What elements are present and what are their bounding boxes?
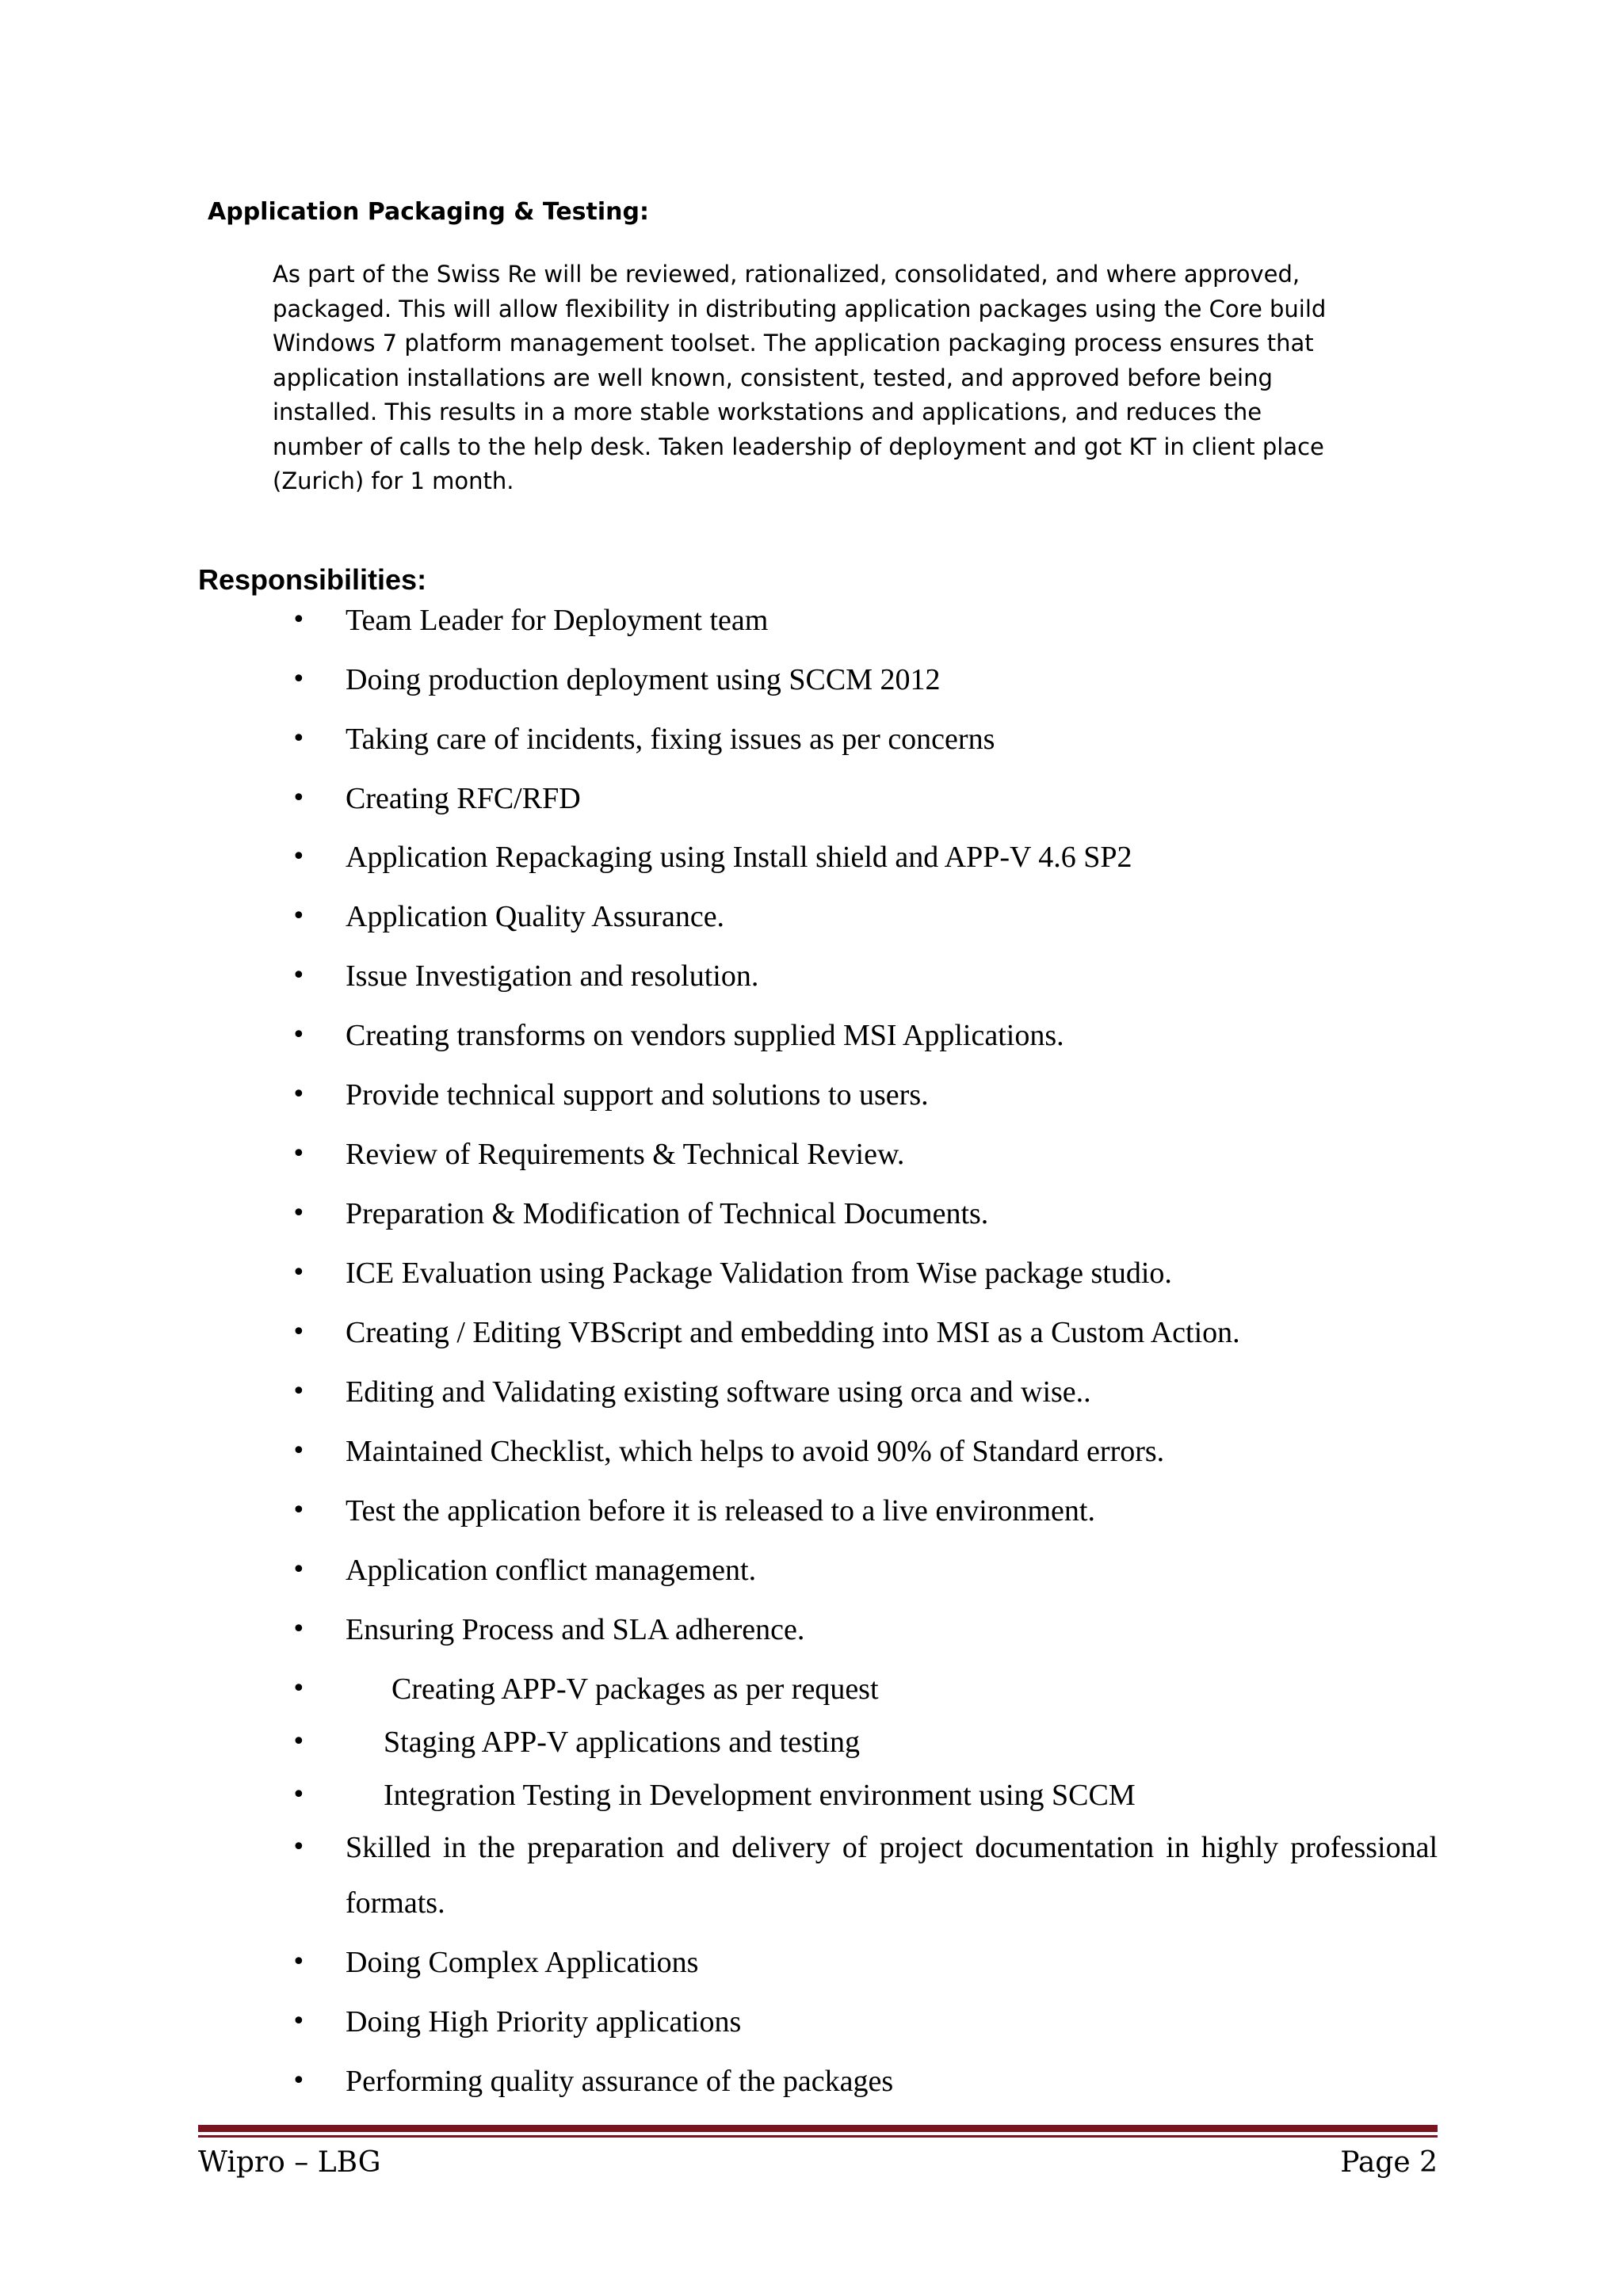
- list-item-text: Doing High Priority applications: [346, 2005, 742, 2039]
- bullet-icon: •: [292, 843, 306, 871]
- list-item-text: Application Repackaging using Install shield and APP-V 4.6 SP2: [346, 841, 1132, 874]
- list-item-text: Performing quality assurance of the packages: [346, 2065, 894, 2098]
- bullet-icon: •: [292, 1833, 306, 1861]
- bullet-icon: •: [292, 1675, 306, 1703]
- bullet-icon: •: [292, 1615, 306, 1643]
- responsibilities-heading: Responsibilities:: [198, 563, 427, 596]
- list-item-text: Team Leader for Deployment team: [346, 604, 769, 637]
- list-item-text: Application Quality Assurance.: [346, 900, 725, 933]
- bullet-icon: •: [292, 1728, 306, 1756]
- list-item-text: ICE Evaluation using Package Validation from Wise package studio.: [346, 1257, 1172, 1290]
- list-item-text: Provide technical support and solutions to users.: [346, 1078, 929, 1112]
- bullet-icon: •: [292, 1948, 306, 1976]
- bullet-icon: •: [292, 902, 306, 930]
- footer-company: Wipro – LBG: [198, 2146, 381, 2179]
- bullet-icon: •: [292, 1140, 306, 1168]
- list-item-text: Staging APP-V applications and testing: [384, 1726, 860, 1759]
- list-item-text: Creating RFC/RFD: [346, 782, 581, 815]
- bullet-icon: •: [292, 1199, 306, 1227]
- list-item-text: Doing production deployment using SCCM 2012: [346, 663, 941, 696]
- intro-paragraph: As part of the Swiss Re will be reviewed, rationalized, consolidated, and where approved, packaged. This will allow flexibility in distributing application packages using the Core build Windows 7 platform management toolset. The application packaging process ensures that application installations are well known, consistent, tested, and approved before being installed. This results in a more stable workstations and applications, and reduces the number of calls to the help desk. Taken leadership of deployment and got KT in client place (Zurich) for 1 month.: [273, 261, 1327, 494]
- list-item-text: Creating APP-V packages as per request: [391, 1672, 879, 1706]
- list-item-text: Doing Complex Applications: [346, 1946, 699, 1979]
- bullet-icon: •: [292, 1497, 306, 1524]
- bullet-icon: •: [292, 1259, 306, 1287]
- list-item-text: Editing and Validating existing software using orca and wise..: [346, 1375, 1091, 1409]
- bullet-icon: •: [292, 1318, 306, 1346]
- list-item-text: Application conflict management.: [346, 1554, 757, 1587]
- footer-page-number: Page 2: [1340, 2146, 1438, 2179]
- bullet-icon: •: [292, 606, 306, 634]
- bullet-icon: •: [292, 1437, 306, 1465]
- bullet-icon: •: [292, 962, 306, 990]
- list-item-text: Review of Requirements & Technical Review.: [346, 1138, 905, 1171]
- list-item-text: Skilled in the preparation and delivery of project documentation in highly professional formats.: [346, 1831, 1438, 1920]
- list-item-text: Taking care of incidents, fixing issues as per concerns: [346, 723, 995, 756]
- bullet-icon: •: [292, 2008, 306, 2035]
- section-heading: Application Packaging & Testing:: [208, 198, 649, 226]
- list-item-text: Creating / Editing VBScript and embedding into MSI as a Custom Action.: [346, 1316, 1240, 1349]
- bullet-icon: •: [292, 1021, 306, 1049]
- list-item-text: Issue Investigation and resolution.: [346, 959, 759, 993]
- list-item-text: Ensuring Process and SLA adherence.: [346, 1613, 805, 1646]
- footer-rule-thin: [198, 2135, 1438, 2138]
- bullet-icon: •: [292, 725, 306, 753]
- list-item-text: Integration Testing in Development environment using SCCM: [384, 1779, 1136, 1812]
- bullet-icon: •: [292, 1781, 306, 1809]
- bullet-icon: •: [292, 784, 306, 812]
- bullet-icon: •: [292, 1556, 306, 1584]
- list-item-text: Maintained Checklist, which helps to avoid 90% of Standard errors.: [346, 1435, 1165, 1468]
- bullet-icon: •: [292, 1081, 306, 1108]
- bullet-icon: •: [292, 1378, 306, 1405]
- list-item-text: Preparation & Modification of Technical Documents.: [346, 1197, 989, 1230]
- footer-rule: [198, 2125, 1438, 2132]
- bullet-icon: •: [292, 666, 306, 693]
- bullet-icon: •: [292, 2067, 306, 2095]
- list-item-text: Test the application before it is released to a live environment.: [346, 1494, 1095, 1527]
- list-item-text: Creating transforms on vendors supplied MSI Applications.: [346, 1019, 1064, 1052]
